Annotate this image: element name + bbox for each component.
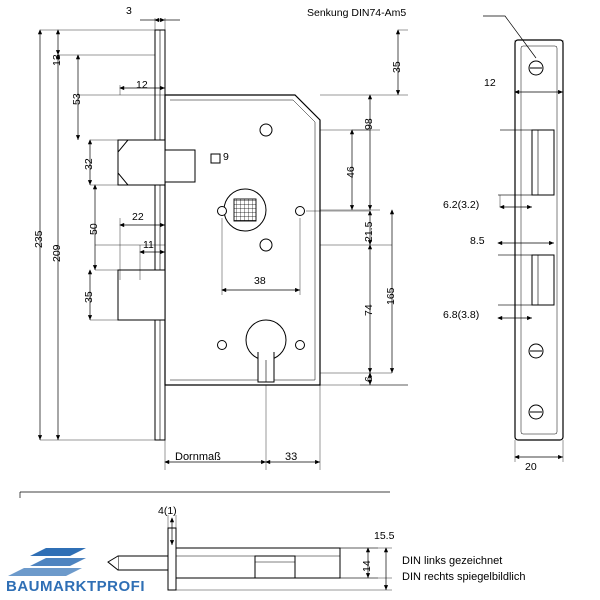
label-dim-165: 165	[385, 287, 397, 305]
label-side-dim-85: 8.5	[470, 235, 485, 247]
label-senkung-note: Senkung DIN74-Am5	[307, 7, 407, 19]
label-dim-98: 98	[363, 118, 375, 130]
label-dim-53: 53	[71, 93, 83, 105]
label-dim-35-left: 35	[83, 291, 95, 303]
label-bottom-dim-4-1: 4(1)	[158, 505, 177, 517]
label-dim-74: 74	[363, 304, 375, 316]
label-square-9: 9	[223, 151, 229, 163]
label-dim-235: 235	[33, 230, 45, 248]
label-dim-209: 209	[51, 244, 63, 262]
label-dim-35-right: 35	[391, 61, 403, 73]
label-side-dim-20: 20	[525, 461, 537, 473]
label-side-dim-68-38: 6.8(3.8)	[443, 309, 480, 321]
note-din-rechts: DIN rechts spiegelbildlich	[402, 571, 526, 583]
label-dim-11: 11	[143, 239, 154, 251]
label-side-dim-62-32: 6.2(3.2)	[443, 199, 480, 211]
label-dim-6: 6	[363, 376, 375, 382]
label-dim-12: 12	[136, 79, 148, 91]
label-dim-3: 3	[126, 5, 132, 17]
label-dornmass: Dornmaß	[175, 451, 221, 463]
label-dim-22: 22	[132, 211, 144, 223]
label-dim-13: 13	[51, 54, 63, 66]
label-side-dim-12: 12	[484, 77, 496, 89]
label-dim-38: 38	[254, 275, 266, 287]
label-dim-32: 32	[83, 158, 95, 170]
label-dim-21-5: 21.5	[363, 221, 375, 242]
label-bottom-dim-15-5: 15.5	[374, 530, 395, 542]
label-dim-46: 46	[345, 166, 357, 178]
label-bottom-dim-14: 14	[361, 560, 373, 572]
label-dim-33: 33	[285, 451, 298, 463]
note-din-links: DIN links gezeichnet	[402, 555, 503, 567]
label-dim-50: 50	[88, 223, 100, 235]
watermark-text: BAUMARKTPROFI	[6, 578, 145, 595]
watermark-logo	[8, 548, 86, 576]
